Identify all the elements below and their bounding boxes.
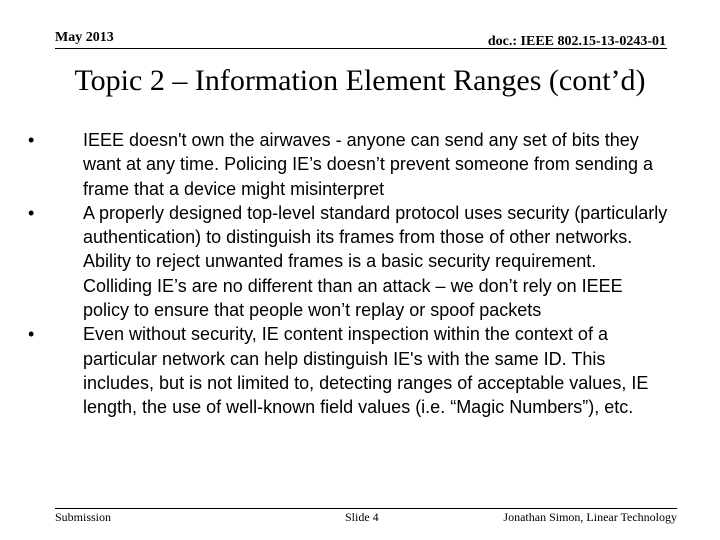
footer-slide-number: Slide 4 bbox=[345, 510, 379, 524]
bullet-text: A properly designed top-level standard protocol uses security (particularly authentication) to distinguish its frames from those of other networks. Ability to reject unwanted frames is a basic security requirement. Colliding IE’s are no different than an attack – we don’t rely on IEEE policy to ensure that people won’t replay or spoof packets bbox=[83, 202, 668, 321]
bullet-list bbox=[28, 128, 668, 420]
slide-title: Topic 2 – Information Element Ranges (cont’d) bbox=[74, 64, 646, 97]
bullet-marker: • bbox=[28, 324, 35, 345]
header-divider bbox=[55, 48, 667, 49]
footer-submission: Submission bbox=[55, 510, 112, 524]
bullet-marker: • bbox=[28, 202, 35, 223]
header-date: May 2013 bbox=[55, 30, 114, 45]
header-doc-id: doc.: IEEE 802.15-13-0243-01 bbox=[487, 34, 666, 49]
bullet-marker: • bbox=[28, 130, 35, 150]
bullet-item bbox=[28, 201, 668, 322]
bullet-item bbox=[28, 128, 668, 201]
footer-divider bbox=[55, 508, 677, 509]
bullet-text: Even without security, IE content inspection within the context of a particular network can help distinguish IE's with the same ID. This includes, but is not limited to, detecting ranges of acceptable values, IE length, the use of well-known field values (i.e. “Magic Numbers”), etc. bbox=[83, 324, 649, 418]
bullet-item bbox=[28, 322, 668, 419]
bullet-text: IEEE doesn't own the airwaves - anyone can send any set of bits they want at any time. Policing IE’s doesn’t prevent someone from sending a frame that a device might misinterpret bbox=[83, 130, 653, 199]
footer-author: Jonathan Simon, Linear Technology bbox=[503, 510, 677, 524]
